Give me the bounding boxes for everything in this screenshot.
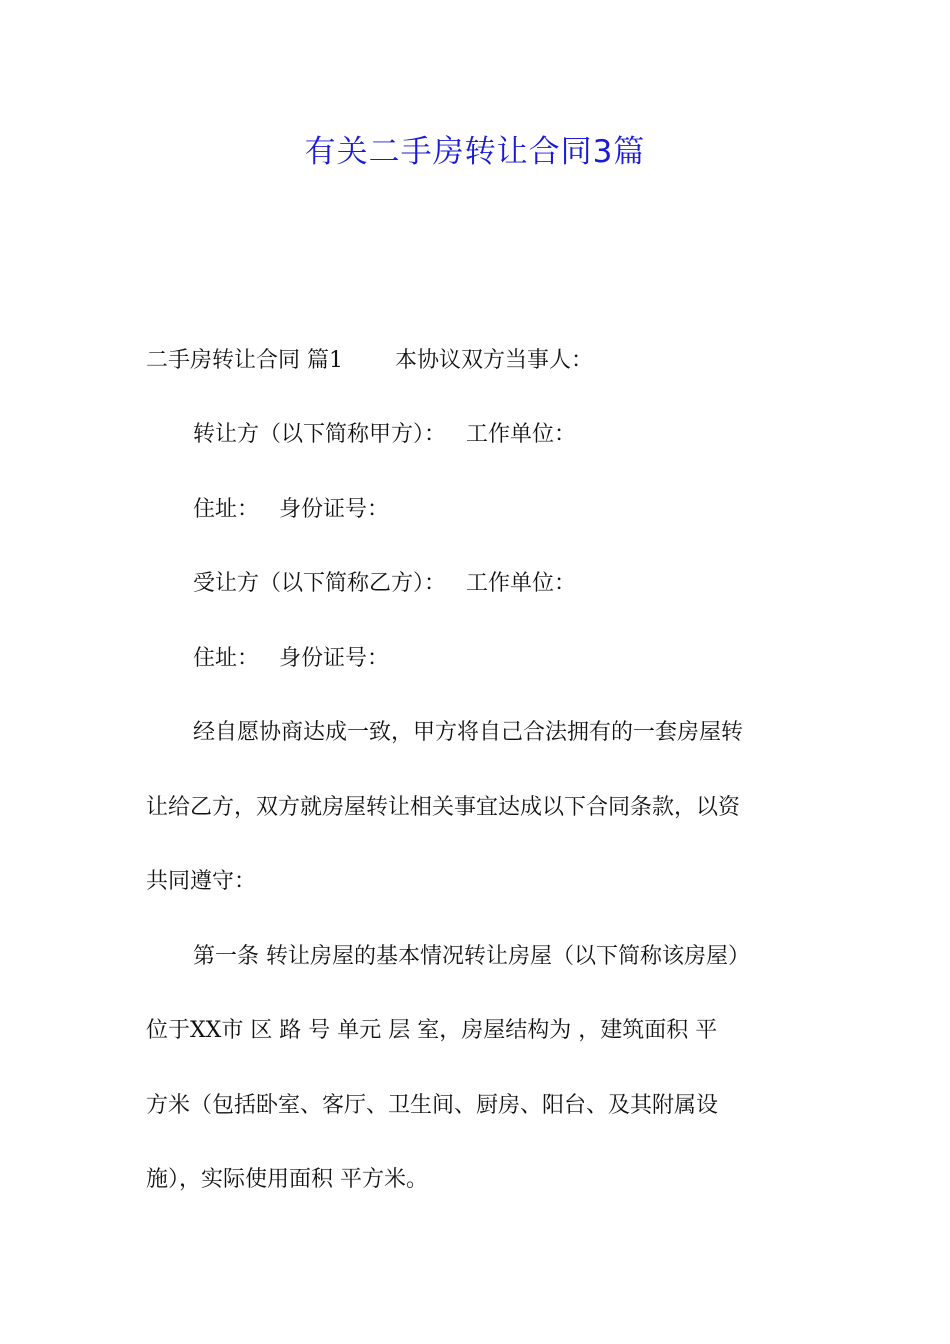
section-heading: 二手房转让合同 篇1 <box>146 348 343 373</box>
party-b-line <box>193 569 576 599</box>
paragraph-1-line-2: 让给乙方，双方就房屋转让相关事宜达成以下合同条款，以资 <box>146 795 741 820</box>
party-b-address: 住址： <box>193 646 260 671</box>
paragraph-1-line-3: 共同遵守： <box>146 869 257 894</box>
parties-intro: 本协议双方当事人： <box>395 348 594 373</box>
party-b-label: 受让方（以下简称乙方）： <box>193 571 447 596</box>
paragraph-2-line-3: 方米（包括卧室、客厅、卫生间、厨房、阳台、及其附属设 <box>146 1093 719 1118</box>
document-title: 有关二手房转让合同3篇 <box>304 134 646 170</box>
party-a-label: 转让方（以下简称甲方）： <box>193 422 447 447</box>
party-b-id: 身份证号： <box>279 646 390 671</box>
paragraph-2-line-1: 第一条 转让房屋的基本情况转让房屋（以下简称该房屋） <box>193 944 750 969</box>
party-a-work: 工作单位： <box>466 422 577 447</box>
party-b-work: 工作单位： <box>466 571 577 596</box>
paragraph-2-line-4: 施），实际使用面积 平方米。 <box>146 1167 428 1192</box>
section-heading-line <box>146 346 593 376</box>
party-a-line <box>193 420 576 450</box>
party-a-id: 身份证号： <box>279 497 390 522</box>
paragraph-1-line-1: 经自愿协商达成一致，甲方将自己合法拥有的一套房屋转 <box>193 720 744 745</box>
party-a-address: 住址： <box>193 497 260 522</box>
party-b-address-line <box>193 644 389 674</box>
party-a-address-line <box>193 495 389 525</box>
paragraph-2-line-2: 位于XX市 区 路 号 单元 层 室，房屋结构为 ，建筑面积 平 <box>146 1018 718 1043</box>
